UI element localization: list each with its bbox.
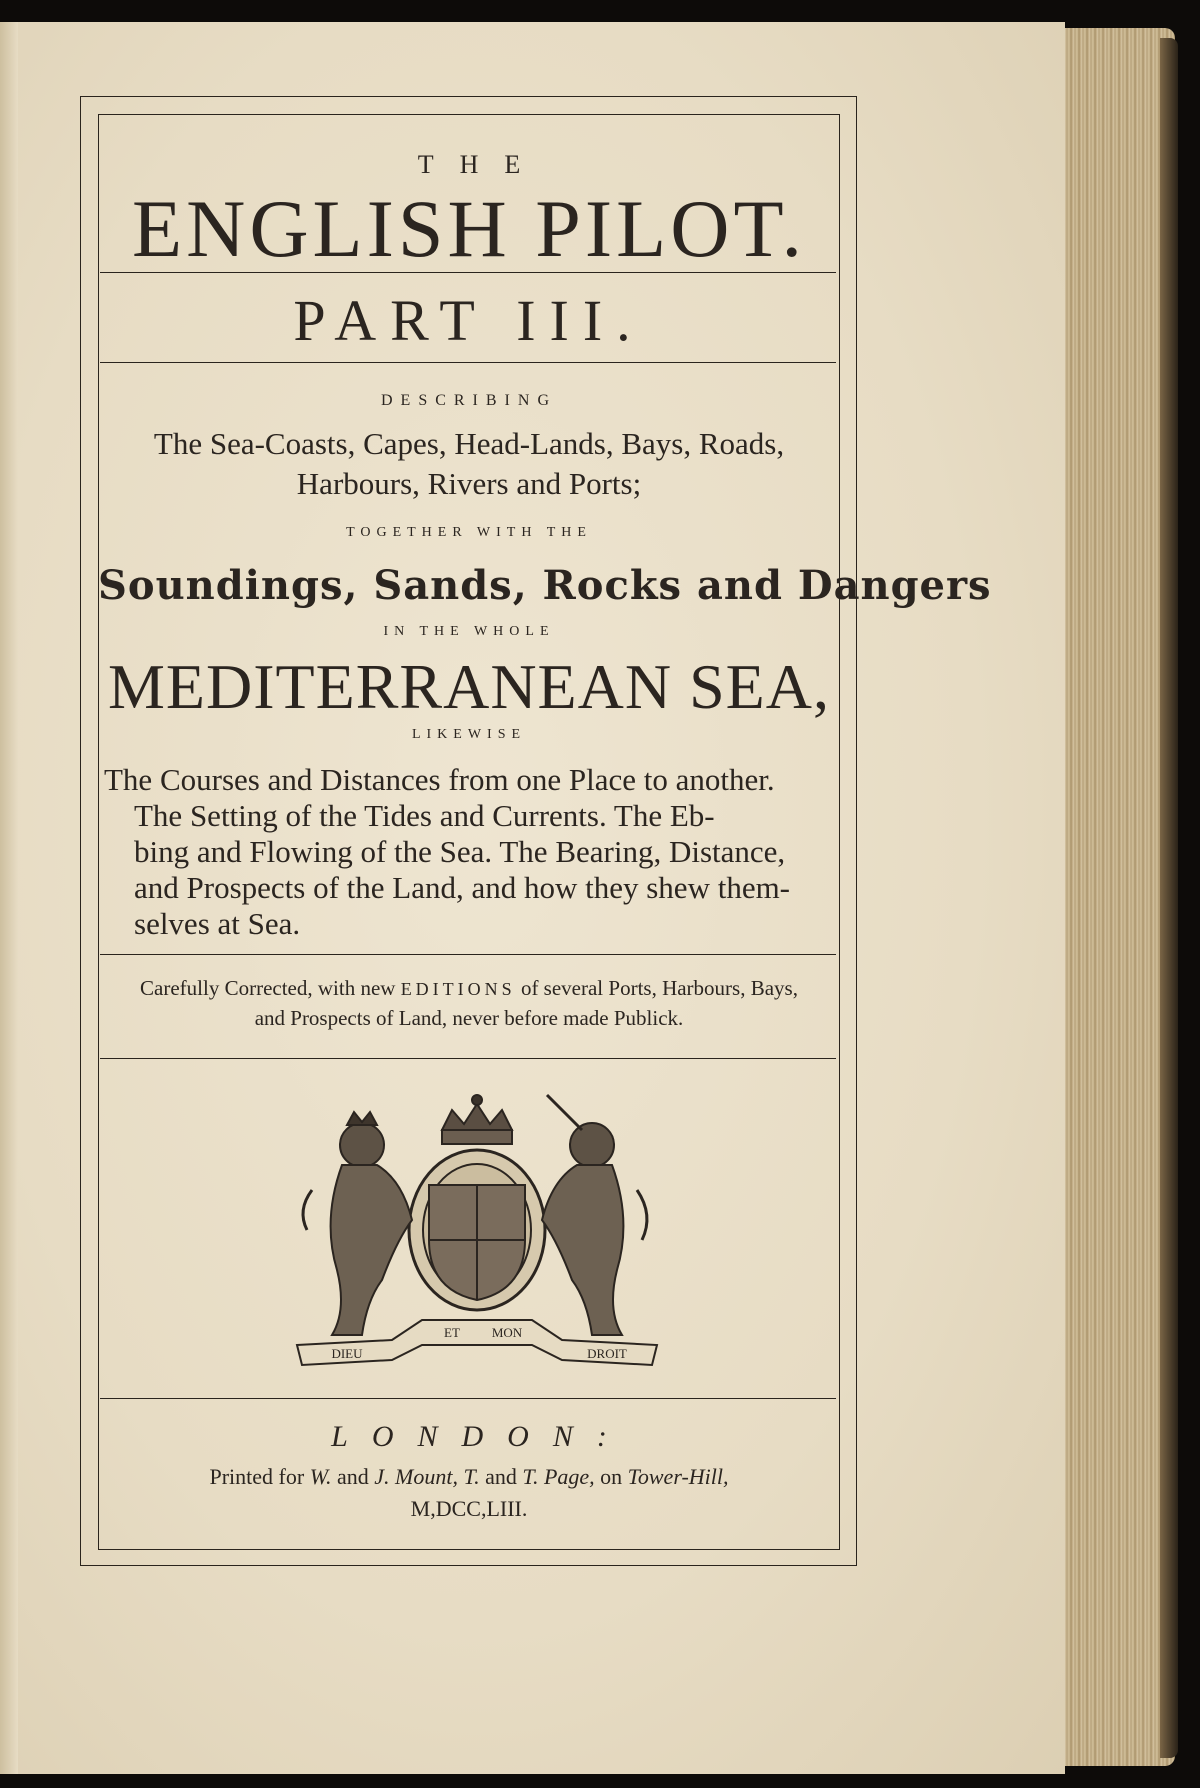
description-line: bing and Flowing of the Sea. The Bearing, Distance, [134,834,786,869]
conjunction: and [337,1464,369,1489]
describing-label: DESCRIBING [380,392,557,409]
coasts-line: The Sea-Coasts, Capes, Head-Lands, Bays, Roads, [153,426,785,461]
book-cover-edge [1160,38,1178,1758]
royal-coat-of-arms [292,1090,662,1380]
conjunction: and [485,1464,517,1489]
together-label: TOGETHER WITH THE [346,525,592,540]
mediterranean-heading: MEDITERRANEAN SEA, [108,651,830,722]
corrected-line [98,976,840,1001]
harbours-line: Harbours, Rivers and Ports; [296,466,642,501]
page-gutter [0,22,18,1774]
soundings-line: Soundings, Sands, Rocks and Dangers [98,562,992,609]
divider [100,1398,836,1399]
motto-word: DIEU [331,1346,363,1361]
printer-location: Tower-Hill, [627,1464,729,1489]
divider [100,1058,836,1059]
likewise-label: LIKEWISE [411,727,527,742]
motto-word: DROIT [587,1346,627,1361]
printer-name: T. [463,1464,480,1489]
description-line: The Courses and Distances from one Place to another. [104,762,775,797]
main-title: ENGLISH PILOT. [132,183,806,274]
description-line: selves at Sea. [134,906,301,941]
corrected-line-2: and Prospects of Land, never before made Publick. [254,1006,684,1030]
printer-name: T. Page, [522,1464,595,1489]
london-imprint: LONDON: [331,1420,631,1453]
divider [100,362,836,363]
divider [100,954,836,955]
description-line: The Setting of the Tides and Currents. The Eb- [134,798,715,833]
part-heading: PART III. [293,288,645,353]
title-article: THE [417,150,547,179]
printer-name: J. Mount, [374,1464,458,1489]
in-whole-label: IN THE WHOLE [383,624,555,639]
motto-word: ET [444,1325,460,1340]
motto-word: MON [491,1325,523,1340]
corrected-post: of several Ports, Harbours, Bays, [515,976,798,1000]
description-paragraph [104,762,840,942]
printer-line [98,1464,840,1490]
divider [100,272,836,273]
corrected-pre: Carefully Corrected, with new [140,976,401,1000]
publication-year: M,DCC,LIII. [410,1496,528,1521]
printer-name: W. [309,1464,332,1489]
editions-word: EDITIONS [400,979,516,999]
preposition: on [600,1464,623,1489]
page-edges [1065,28,1175,1766]
printed-for: Printed for [209,1464,305,1489]
description-line: and Prospects of the Land, and how they shew them- [134,870,791,905]
